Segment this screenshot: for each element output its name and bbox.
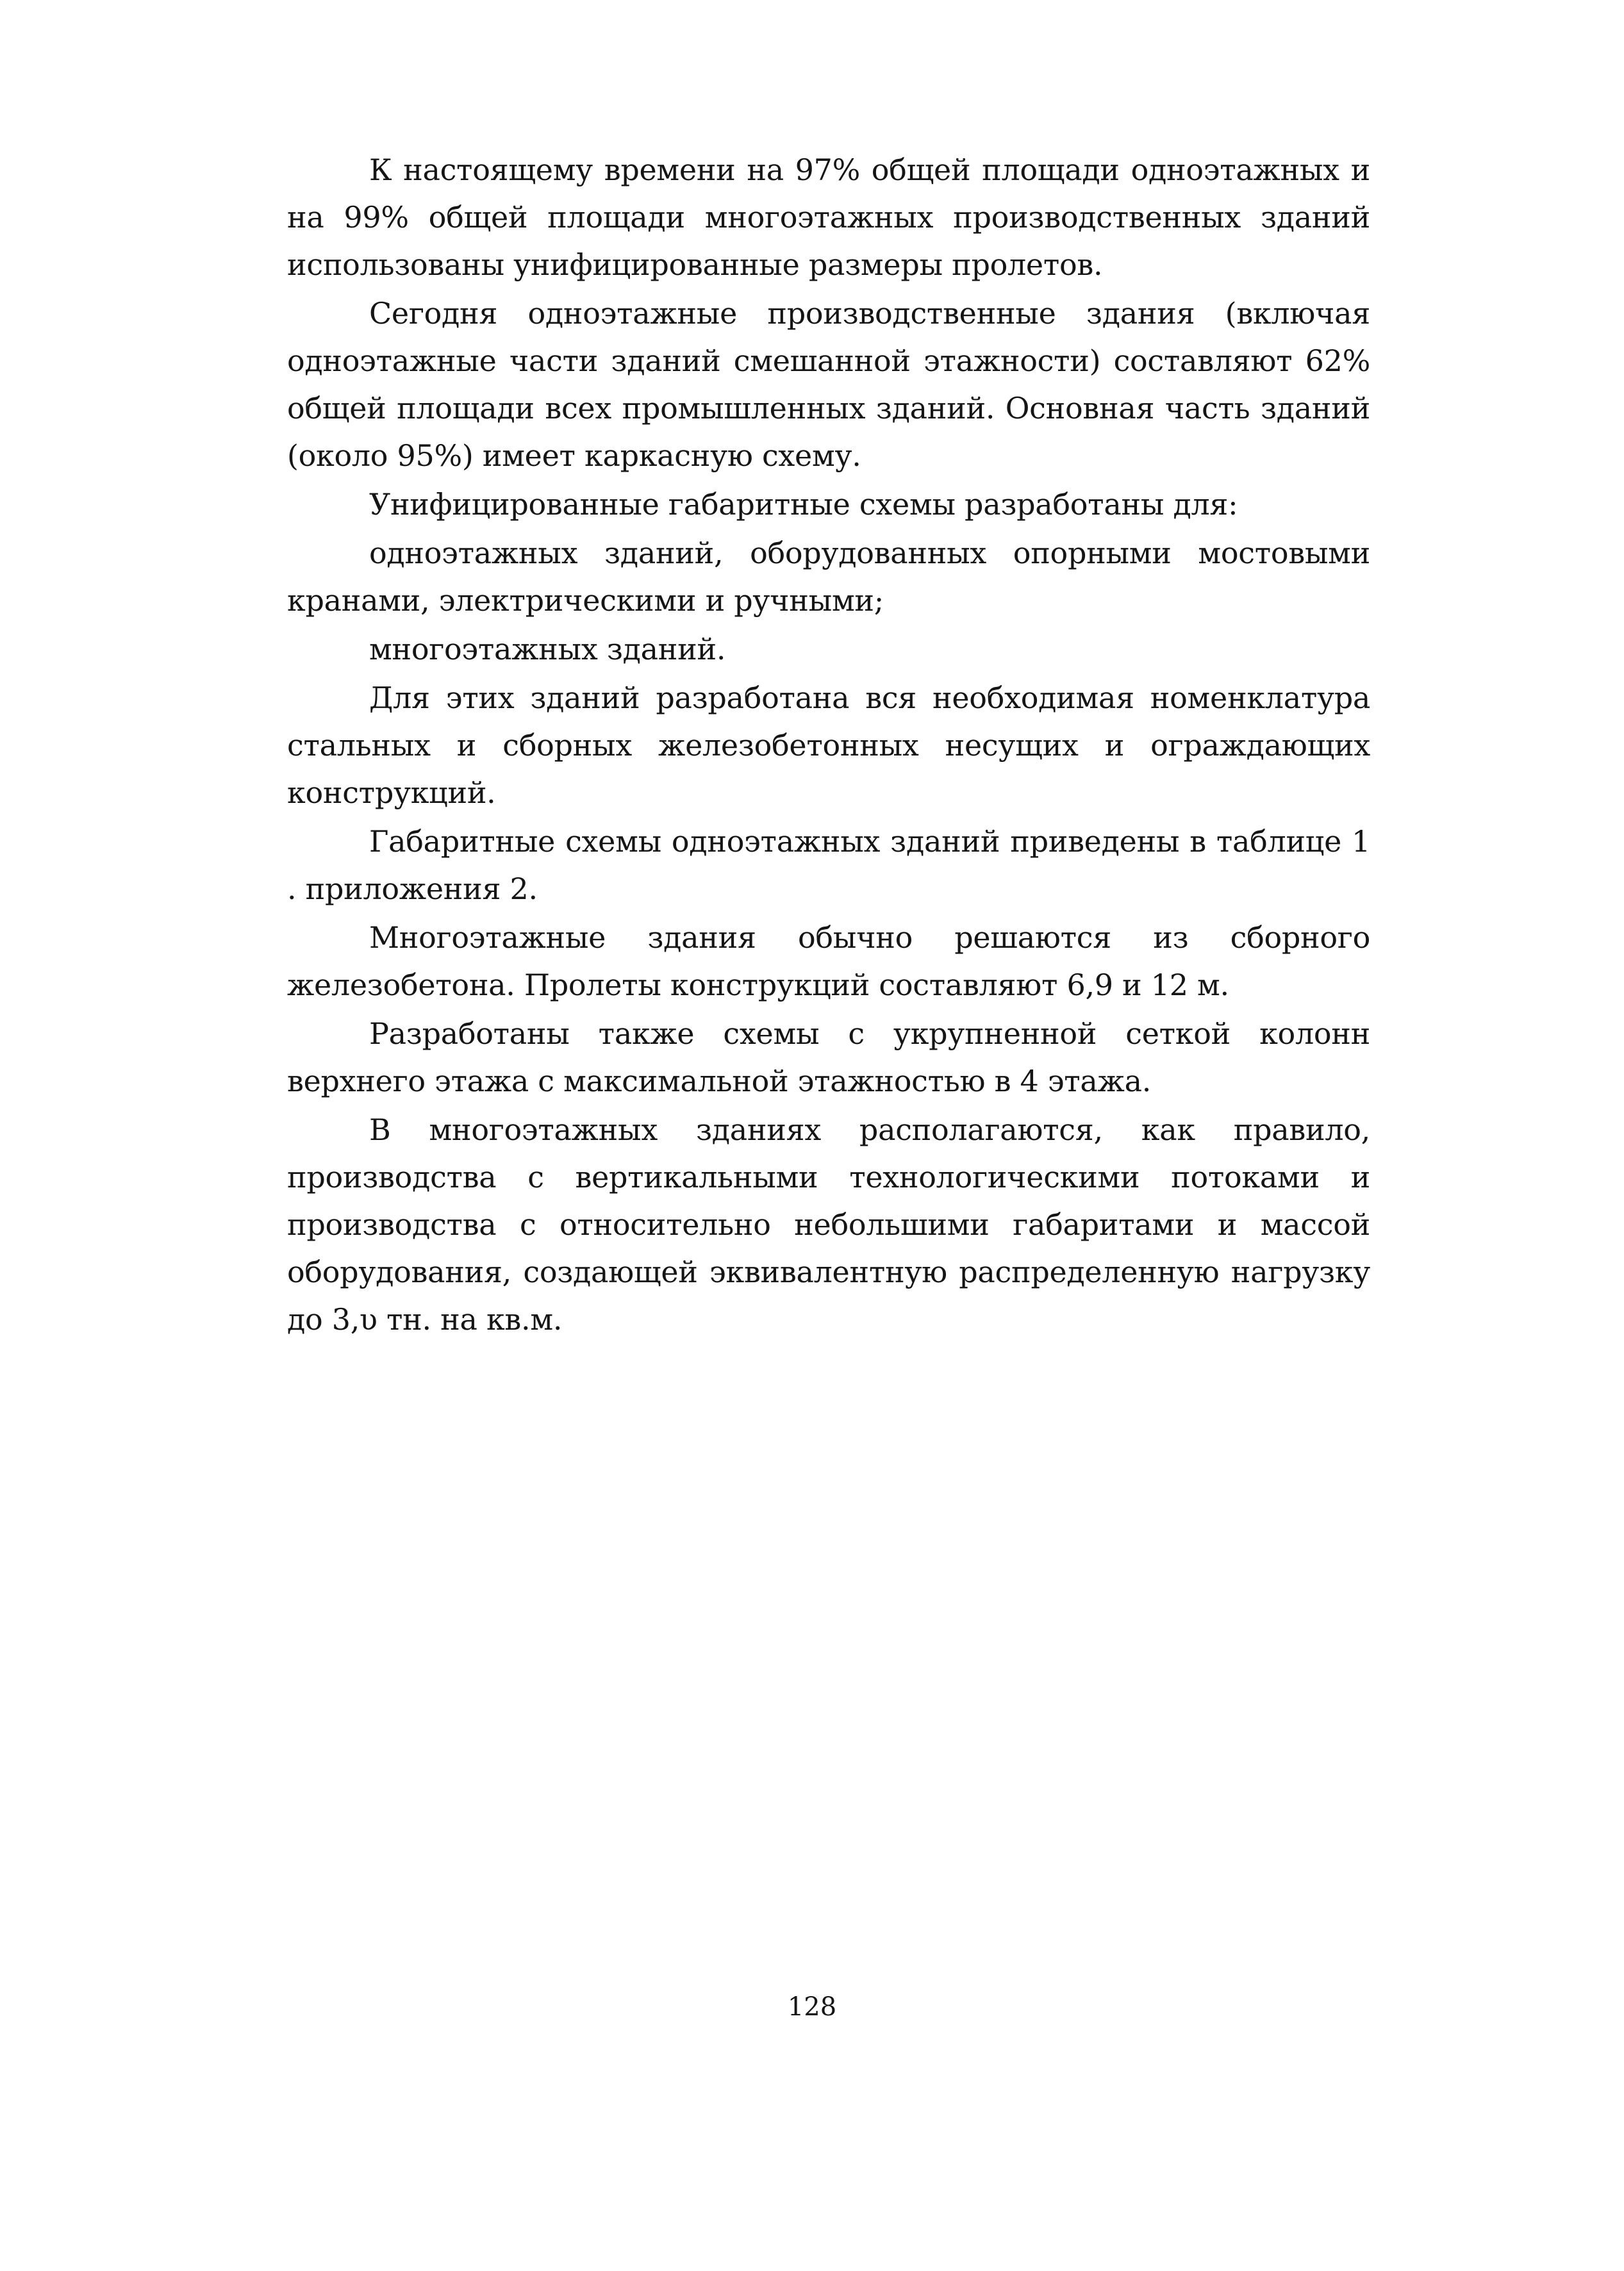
paragraph-nomenclature: Для этих зданий разработана вся необходимая номенклатура стальных и сборных железобетонных несущих и ограждающих конструкций. [287,681,1370,810]
page-number: 128 [787,1992,837,2022]
paragraph-precast-concrete: Многоэтажные здания обычно решаются из сборного железобетона. Пролеты конструкций составляют 6,9 и 12 м. [287,920,1370,1002]
paragraph-single-storey-cranes: одноэтажных зданий, оборудованных опорными мостовыми кранами, электрическими и ручными; [287,536,1370,618]
body-text [287,146,1370,1344]
paragraph-single-storey-share: Сегодня одноэтажные производственные здания (включая одноэтажные части зданий смешанной этажности) составляют 62% общей площади всех промышленных зданий. Основная часть зданий (около 95%) имеет каркасную схему. [287,296,1370,473]
paragraph-production-types: В многоэтажных зданиях располагаются, как правило, производства с вертикальными технологическими потоками и производства с относительно небольшими габаритами и массой оборудования, создающей эквивалентную распределенную нагрузку до 3,υ тн. на кв.м. [287,1112,1370,1337]
paragraph-table-reference: Габаритные схемы одноэтажных зданий приведены в таблице 1 . приложения 2. [287,824,1370,906]
paragraph-multi-storey: многоэтажных зданий. [369,632,726,666]
paragraph-enlarged-grid: Разработаны также схемы с укрупненной сеткой колонн верхнего этажа с максимальной этажностью в 4 этажа. [287,1016,1370,1098]
paragraph-unified-spans: К настоящему времени на 97% общей площади одноэтажных и на 99% общей площади многоэтажных производственных зданий использованы унифицированные размеры пролетов. [287,153,1370,282]
paragraph-schemes-intro: Унифицированные габаритные схемы разработаны для: [369,487,1238,522]
